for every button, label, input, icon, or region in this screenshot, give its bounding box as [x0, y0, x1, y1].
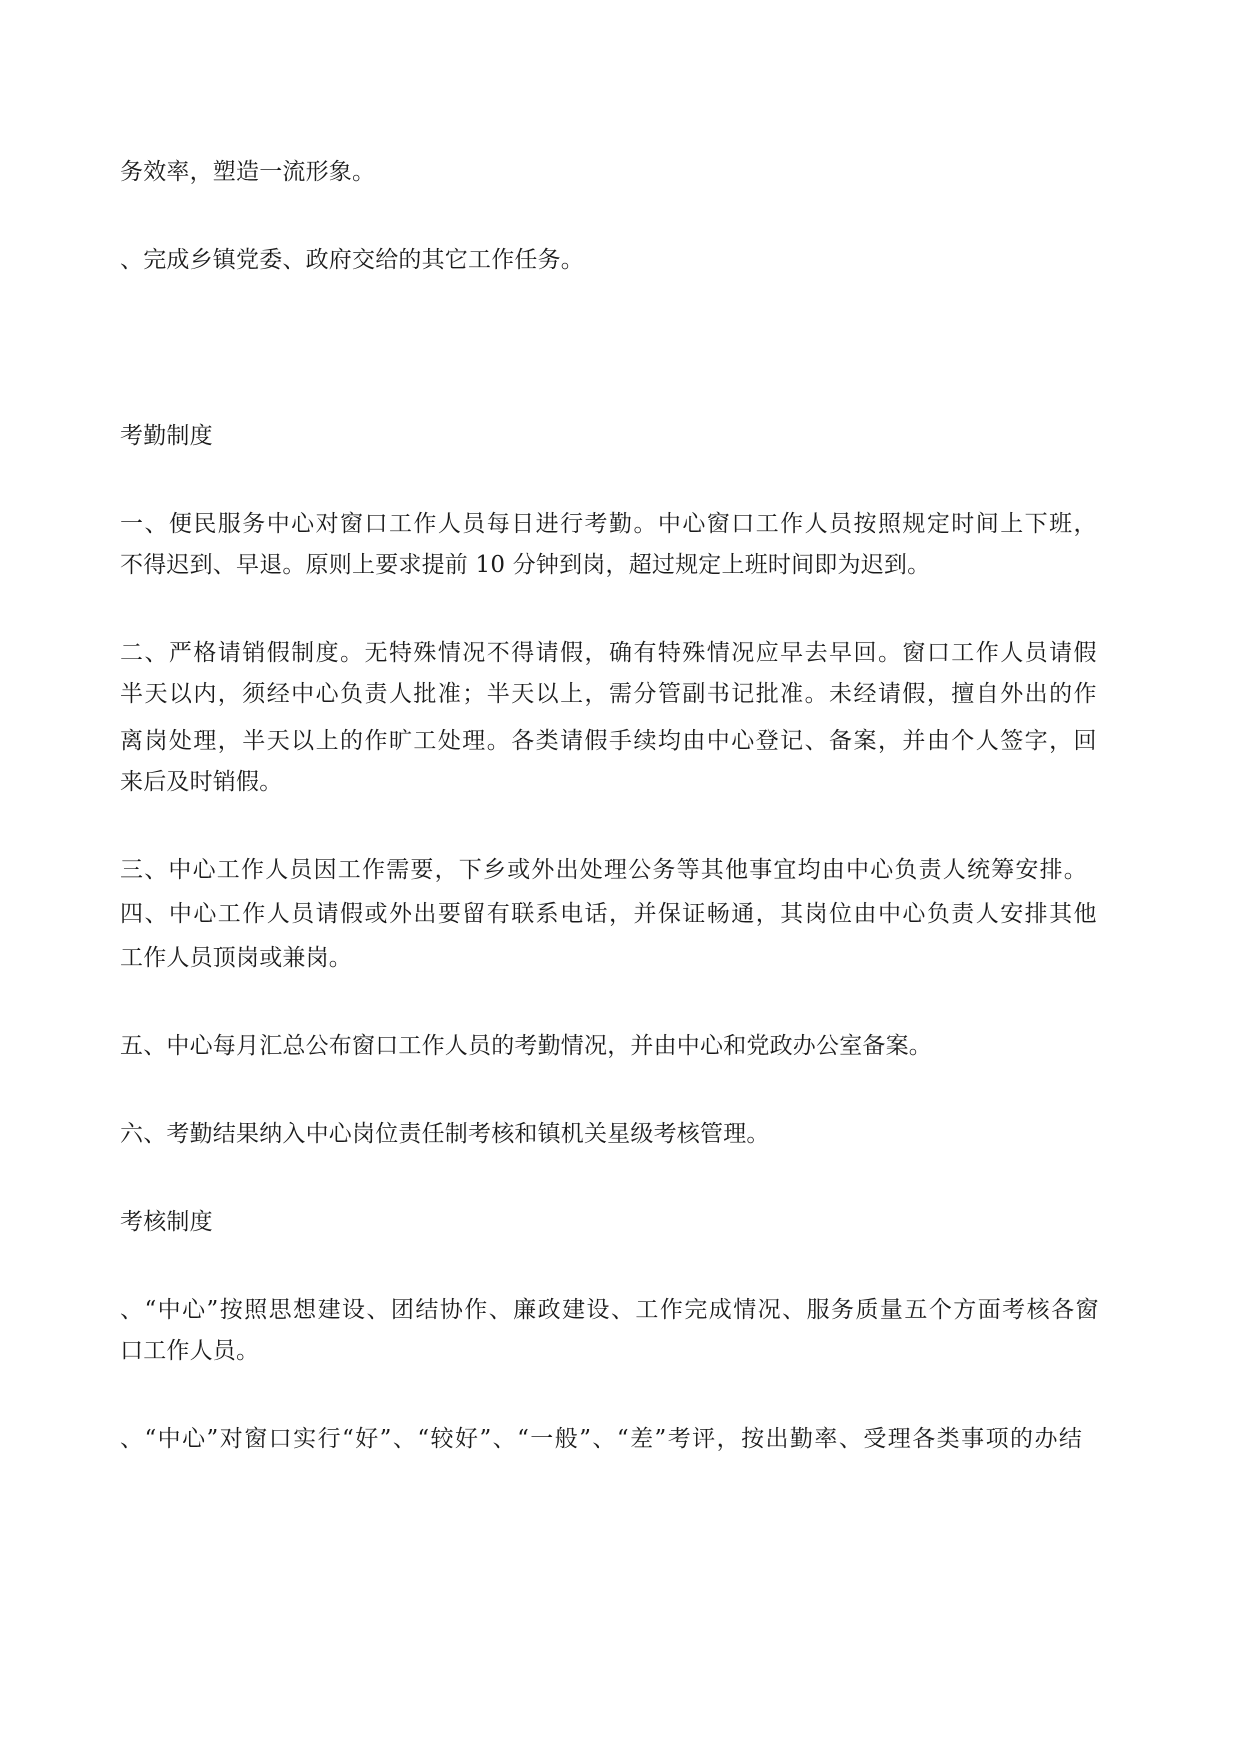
paragraph-line: 、“中心”按照思想建设、团结协作、廉政建设、工作完成情况、服务质量五个方面考核各窗 — [120, 1297, 1100, 1323]
paragraph-line: 工作人员顶岗或兼岗。 — [120, 945, 352, 971]
paragraph-line: 口工作人员。 — [120, 1338, 260, 1364]
paragraph-line: 半天以内，须经中心负责人批准；半天以上，需分管副书记批准。未经请假，擅自外出的作 — [120, 681, 1098, 707]
paragraph-line: 二、严格请销假制度。无特殊情况不得请假，确有特殊情况应早去早回。窗口工作人员请假 — [120, 640, 1098, 666]
paragraph-line: 六、考勤结果纳入中心岗位责任制考核和镇机关星级考核管理。 — [120, 1121, 770, 1147]
paragraph-line: 来后及时销假。 — [120, 769, 283, 795]
paragraph-line: 一、便民服务中心对窗口工作人员每日进行考勤。中心窗口工作人员按照规定时间上下班， — [120, 511, 1098, 537]
paragraph-line: 、完成乡镇党委、政府交给的其它工作任务。 — [120, 247, 584, 273]
paragraph-line: 不得迟到、早退。原则上要求提前 10 分钟到岗，超过规定上班时间即为迟到。 — [120, 552, 931, 578]
paragraph-line: 三、中心工作人员因工作需要，下乡或外出处理公务等其他事宜均由中心负责人统筹安排。 — [120, 857, 1088, 883]
paragraph-line: 、“中心”对窗口实行“好”、“较好”、“一般”、“差”考评，按出勤率、受理各类事项的办结 — [120, 1426, 1084, 1452]
section-heading: 考核制度 — [120, 1209, 213, 1235]
paragraph-line: 五、中心每月汇总公布窗口工作人员的考勤情况，并由中心和党政办公室备案。 — [120, 1033, 932, 1059]
paragraph-line: 四、中心工作人员请假或外出要留有联系电话，并保证畅通，其岗位由中心负责人安排其他 — [120, 901, 1098, 927]
section-heading: 考勤制度 — [120, 423, 213, 449]
paragraph-line: 务效率，塑造一流形象。 — [120, 159, 376, 185]
paragraph-line: 离岗处理，半天以上的作旷工处理。各类请假手续均由中心登记、备案，并由个人签字，回 — [120, 728, 1098, 754]
